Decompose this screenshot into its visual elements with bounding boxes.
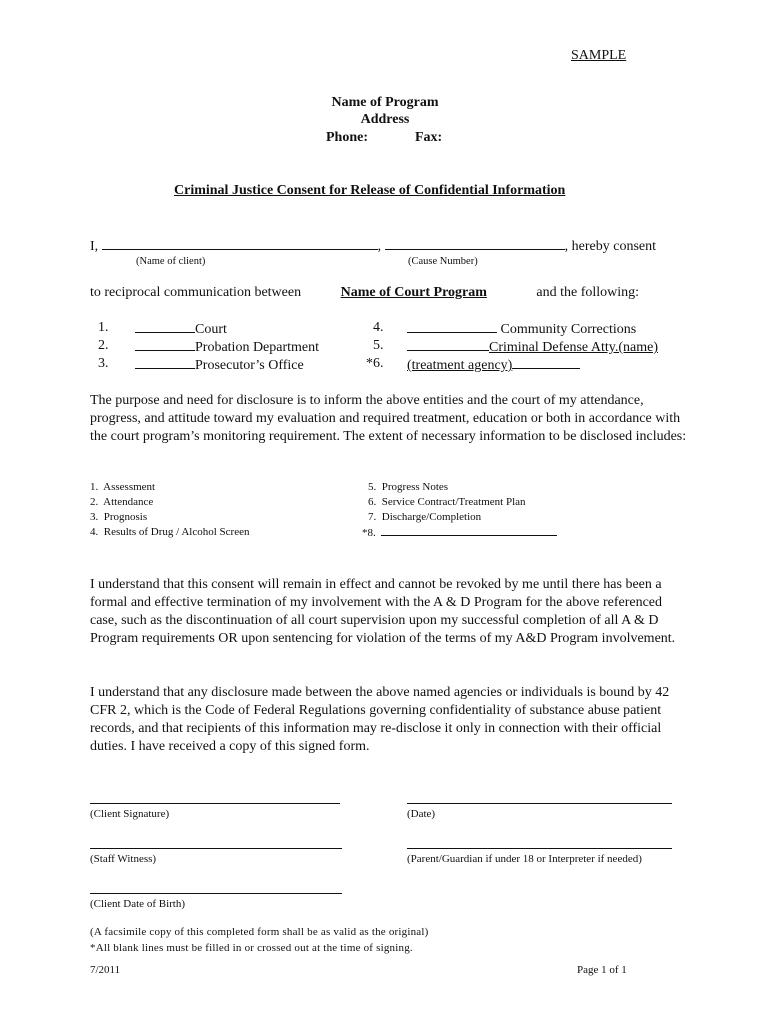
party-blank[interactable]	[135, 356, 195, 369]
party-blank[interactable]	[407, 320, 497, 333]
date-line[interactable]	[407, 803, 672, 804]
date-caption: (Date)	[407, 808, 436, 820]
info-item: 3. Prognosis	[90, 511, 148, 523]
info-item: 4. Results of Drug / Alcohol Screen	[90, 526, 250, 538]
info-item: *8.	[362, 526, 557, 539]
party-num: 4.	[373, 320, 384, 335]
party-item-defense	[407, 338, 658, 356]
consent-comma: ,	[377, 239, 382, 254]
party-num: 2.	[98, 338, 109, 353]
info-item: 6. Service Contract/Treatment Plan	[368, 496, 526, 508]
cause-number-blank[interactable]	[385, 237, 565, 250]
party-label: Prosecutor’s Office	[195, 358, 304, 373]
parent-guardian-line[interactable]	[407, 848, 672, 849]
party-num: 1.	[98, 320, 109, 335]
form-title: Criminal Justice Consent for Release of Confidential Information	[174, 183, 566, 198]
client-name-blank[interactable]	[102, 237, 378, 250]
court-program-name: Name of Court Program	[340, 285, 487, 300]
reciprocal-line	[90, 285, 639, 301]
other-info-blank[interactable]	[381, 526, 557, 536]
party-label: Criminal Defense Atty.(name)	[489, 340, 658, 355]
reciprocal-prefix: to reciprocal communication between	[90, 285, 302, 300]
parent-guardian-caption: (Parent/Guardian if under 18 or Interpreter if needed)	[407, 853, 642, 865]
phone-label: Phone:	[326, 130, 368, 145]
blank-lines-note: *All blank lines must be filled in or crossed out at the time of signing.	[90, 942, 413, 954]
party-label: Probation Department	[195, 340, 320, 355]
client-name-caption: (Name of client)	[136, 256, 206, 267]
info-item: 5. Progress Notes	[368, 481, 449, 493]
purpose-paragraph: The purpose and need for disclosure is to inform the above entities and the court of my attendance, progress, and attitude toward my evaluation and required treatment, education or both in accordance with the court program’s monitoring requirement. The extent of necessary information to be disclosed includes:	[90, 393, 687, 444]
staff-witness-caption: (Staff Witness)	[90, 853, 157, 865]
footer-date: 7/2011	[90, 964, 121, 976]
party-blank[interactable]	[407, 338, 489, 351]
party-item-community	[407, 320, 636, 338]
party-blank[interactable]	[135, 338, 195, 351]
party-item-probation	[135, 338, 319, 356]
party-blank[interactable]	[135, 320, 195, 333]
client-dob-line[interactable]	[90, 893, 342, 894]
footer-page-number: Page 1 of 1	[577, 964, 627, 976]
party-label: (treatment agency)	[407, 358, 513, 373]
reciprocal-suffix: and the following:	[536, 285, 640, 300]
client-signature-line[interactable]	[90, 803, 340, 804]
party-item-treatment	[407, 356, 580, 374]
consent-line	[90, 237, 656, 255]
facsimile-note: (A facsimile copy of this completed form shall be as valid as the original)	[90, 926, 429, 938]
client-dob-caption: (Client Date of Birth)	[90, 898, 186, 910]
fax-label: Fax:	[415, 130, 443, 145]
party-num: 5.	[373, 338, 384, 353]
party-item-court	[135, 320, 227, 338]
info-item: 1. Assessment	[90, 481, 156, 493]
cause-number-caption: (Cause Number)	[408, 256, 478, 267]
party-label: Court	[195, 322, 227, 337]
consent-prefix: I,	[90, 239, 99, 254]
program-address: Address	[360, 112, 410, 127]
party-item-prosecutor	[135, 356, 304, 374]
info-item: 7. Discharge/Completion	[368, 511, 482, 523]
client-signature-caption: (Client Signature)	[90, 808, 170, 820]
disclosure-paragraph: I understand that any disclosure made between the above named agencies or individuals is bound by 42 CFR 2, which is the Code of Federal Regulations governing confidentiality of substance abuse patient records, and that recipients of this information may re-disclose it only in connection with their official duties. I have received a copy of this signed form.	[90, 685, 670, 754]
party-blank[interactable]	[512, 356, 580, 369]
consent-suffix: , hereby consent	[564, 239, 657, 254]
court-program-blank[interactable]	[305, 285, 533, 300]
party-num: 3.	[98, 356, 109, 371]
program-name: Name of Program	[331, 95, 439, 110]
effect-paragraph: I understand that this consent will remain in effect and cannot be revoked by me until there has been a formal and effective termination of my involvement with the A & D Program for the above referenced case, such as the discontinuation of all court supervision upon my successful completion of all A & D Program requirements OR upon sentencing for violation of the terms of my A&D Program involvement.	[90, 577, 676, 646]
staff-witness-line[interactable]	[90, 848, 342, 849]
party-num: *6.	[366, 356, 384, 371]
party-label: Community Corrections	[500, 322, 637, 337]
sample-label: SAMPLE	[571, 48, 627, 63]
info-item: 2. Attendance	[90, 496, 154, 508]
